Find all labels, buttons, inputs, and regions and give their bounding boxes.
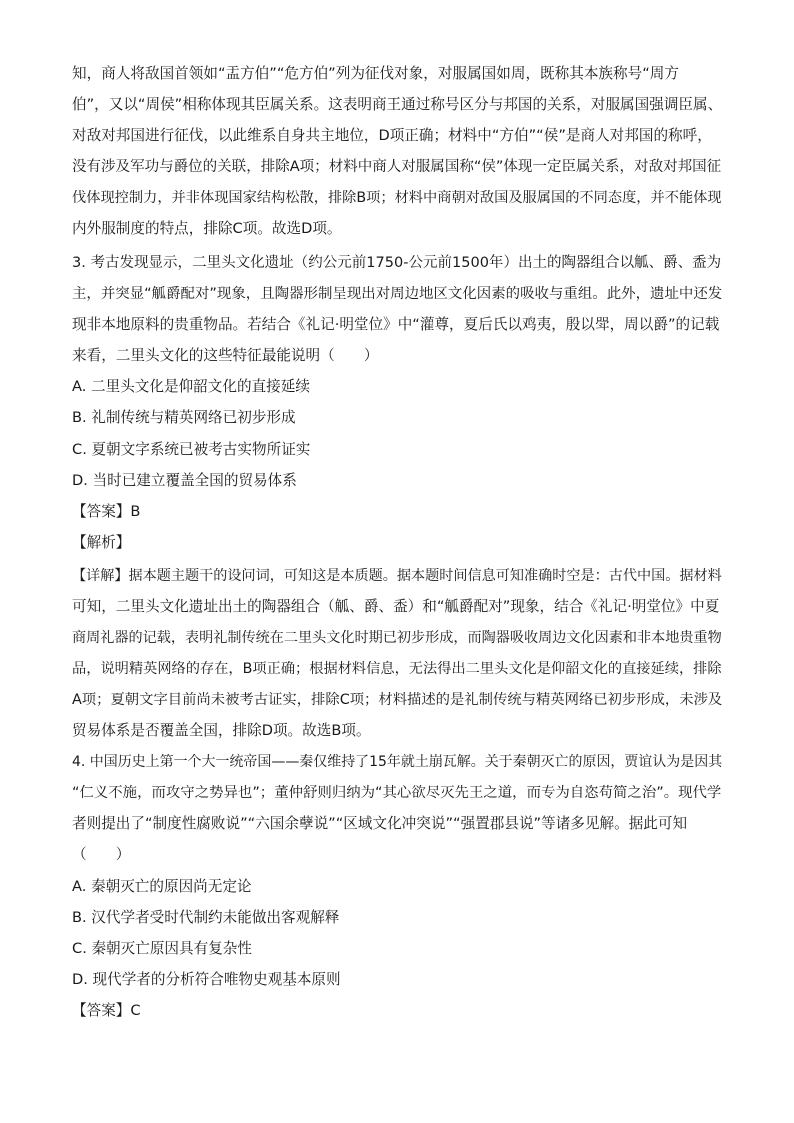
option-a: A. 秦朝灭亡的原因尚无定论	[72, 878, 252, 895]
text-line: 【详解】据本题主题干的设问词，可知这是本质题。据本题时间信息可知准确时空是：古代中国。据材料	[72, 568, 722, 584]
question-4-stem: 4. 中国历史上第一个大一统帝国——秦仅维持了15年就土崩瓦解。关于秦朝灭亡的原因，贾谊认为是因其	[72, 754, 723, 770]
text-line: A项；夏朝文字目前尚未被考古证实，排除C项；材料描述的是礼制传统与精英网络已初步形成，未涉及	[72, 692, 723, 708]
text-line: 者则提出了“制度性腐败说”“六国余孽说”“区域文化冲突说”“强置郡县说”等诸多见解。据此可知	[72, 815, 688, 832]
answer-label: 【答案】C	[72, 1002, 141, 1019]
question-3-stem: 3. 考古发现显示，二里头文化遗址（约公元前1750-公元前1500年）出土的陶器组合以觚、爵、盉为	[72, 255, 722, 271]
text-line: 伯”，又以“周侯”相称体现其臣属关系。这表明商王通过称号区分与邦国的关系，对服属国强调臣属、	[72, 96, 723, 113]
analysis-label: 【解析】	[72, 534, 131, 551]
text-line: 来看，二里头文化的这些特征最能说明（ ）	[72, 347, 379, 364]
option-a: A. 二里头文化是仰韶文化的直接延续	[72, 378, 310, 395]
text-line: 主，并突显“觚爵配对”现象，且陶器形制呈现出对周边地区文化因素的吸收与重组。此外，遗址中还发	[72, 286, 723, 302]
option-b: B. 汉代学者受时代制约未能做出客观解释	[72, 909, 340, 926]
text-line: 现非本地原料的贵重物品。若结合《礼记·明堂位》中“灌尊，夏后氏以鸡夷，殷以斝，周以爵”的记载	[72, 316, 720, 333]
text-line: “仁义不施，而攻守之势异也”；董仲舒则归纳为“其心欲尽灭先王之道，而专为自恣苟简之治”。现代学	[72, 785, 722, 801]
text-line: 内外服制度的特点，排除C项。故选D项。	[72, 220, 342, 237]
text-line: 商周礼器的记载，表明礼制传统在二里头文化时期已初步形成，而陶器吸收周边文化因素和非本地贵重物	[72, 630, 722, 646]
text-line: 贸易体系是否覆盖全国，排除D项。故选B项。	[72, 722, 371, 739]
text-line: 知，商人将敌国首领如“盂方伯”“危方伯”列为征伐对象，对服属国如周，既称其本族称号“周方	[72, 65, 679, 82]
text-line: 对敌对邦国进行征伐，以此维系自身共主地位，D项正确；材料中“方伯”“侯”是商人对邦国的称呼，	[72, 127, 712, 144]
option-b: B. 礼制传统与精英网络已初步形成	[72, 409, 296, 426]
text-line: 没有涉及军功与爵位的关联，排除A项；材料中商人对服属国称“侯”体现一定臣属关系，对敌对邦国征	[72, 159, 722, 175]
text-line: 品，说明精英网络的存在，B项正确；根据材料信息，无法得出二里头文化是仰韶文化的直接延续，排除	[72, 661, 722, 677]
option-d: D. 现代学者的分析符合唯物史观基本原则	[72, 971, 341, 988]
option-c: C. 夏朝文字系统已被考古实物所证实	[72, 441, 311, 458]
option-c: C. 秦朝灭亡原因具有复杂性	[72, 940, 253, 957]
text-line: 伐体现控制力，并非体现国家结构松散，排除B项；材料中商朝对敌国及服属国的不同态度，并不能体现	[72, 190, 722, 206]
answer-label: 【答案】B	[72, 503, 141, 520]
text-line: （ ）	[72, 846, 131, 863]
text-line: 可知，二里头文化遗址出土的陶器组合（觚、爵、盉）和“觚爵配对”现象，结合《礼记·明堂位》中夏	[72, 598, 720, 615]
option-d: D. 当时已建立覆盖全国的贸易体系	[72, 472, 297, 489]
